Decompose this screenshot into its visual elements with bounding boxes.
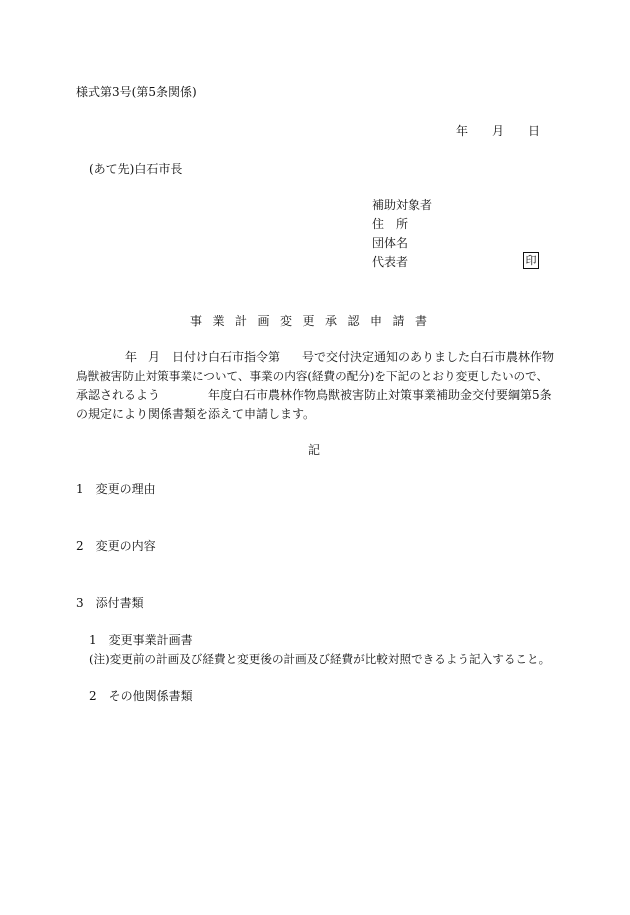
applicant-heading: 補助対象者 [372,198,433,212]
date-month: 月 [492,124,505,138]
ki-mark: 記 [308,443,321,457]
document-title: 事業計画変更承認申請書 [190,314,438,328]
section-reason: 1 変更の理由 [76,482,156,496]
body-line4: の規定により関係書類を添えて申請します。 [76,407,316,421]
body-line3-rest: 年度白石市農林作物鳥獣被害防止対策事業補助金交付要綱第5条 [208,388,552,402]
date-year: 年 [456,124,469,138]
seal-mark: 印 [523,252,539,269]
attachment-item-1: 1 変更事業計画書 [89,633,193,647]
body-year: 年 [125,350,138,364]
section-attachments: 3 添付書類 [76,596,144,610]
attachment-note: (注)変更前の計画及び経費と変更後の計画及び経費が比較対照できるよう記入すること。 [89,652,551,666]
section-content: 2 変更の内容 [76,539,156,553]
body-directive: 日付け白石市指令第 [172,350,281,364]
form-number-label: 様式第3号(第5条関係) [76,85,197,99]
attachment-item-2: 2 その他関係書類 [89,689,193,703]
addressee: (あて先)白石市長 [89,162,183,176]
body-line2: 鳥獣被害防止対策事業について、事業の内容(経費の配分)を下記のとおり変更したいので、 [76,369,549,383]
date-day: 日 [528,124,541,138]
body-line3-start: 承認されるよう [76,388,161,402]
organization-label: 団体名 [372,236,409,250]
address-label: 住 所 [372,217,409,231]
body-month: 月 [148,350,161,364]
representative-label: 代表者 [372,255,409,269]
body-line1-rest: 号で交付決定通知のありました白石市農林作物 [302,350,555,364]
